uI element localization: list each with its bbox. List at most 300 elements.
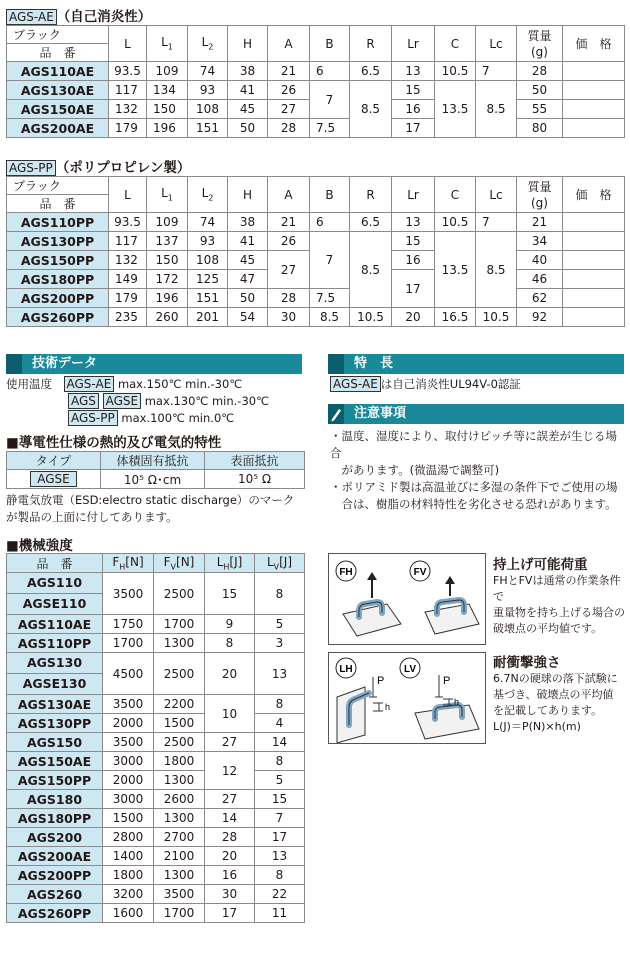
cell: 2100 — [154, 847, 205, 866]
merged-cell: 13.5 — [435, 81, 476, 138]
ae-tag: AGS-AE — [6, 9, 57, 25]
price-cell — [563, 62, 625, 81]
ae-col-Lc: Lc — [476, 26, 517, 62]
cell: 50 — [228, 289, 268, 308]
p-label-h: P — [377, 675, 385, 687]
cell: 1300 — [154, 771, 205, 790]
cell: 55 — [517, 100, 563, 119]
cell: 28 — [517, 62, 563, 81]
strength-row-name: AGS110AE — [7, 615, 103, 634]
strength-row-name: AGS150PP — [7, 771, 103, 790]
merged-cell: 13.5 — [435, 232, 476, 308]
cell: 2500 — [154, 733, 205, 752]
impact-line: 6.7Nの硬球の落下試験に — [493, 672, 618, 685]
cell: 15 — [255, 790, 305, 809]
strength-name: AGSE110 — [7, 593, 102, 614]
table-row — [7, 847, 305, 866]
table-row — [7, 752, 305, 771]
cell: 201 — [188, 308, 228, 327]
cell: 30 — [268, 308, 310, 327]
impact-line: を記載してあります。 — [493, 704, 603, 717]
cell: 150 — [147, 251, 188, 270]
cell: 5 — [255, 615, 305, 634]
table-row — [7, 904, 305, 923]
merged-cell: 8.5 — [476, 232, 517, 308]
cell: 50 — [228, 119, 268, 138]
price-cell — [563, 251, 625, 270]
table-row — [7, 885, 305, 904]
cell: 125 — [188, 270, 228, 289]
cell: 117 — [109, 81, 147, 100]
cell: 10.5 — [476, 308, 517, 327]
cell: 1800 — [103, 866, 154, 885]
temp-label: 使用温度 — [6, 377, 52, 391]
cell: 179 — [109, 119, 147, 138]
cell: 4500 — [103, 653, 154, 695]
temp-ags: max.130℃ min.-30℃ — [144, 394, 270, 408]
pp-col-A: A — [268, 177, 310, 213]
tech-data-bar — [6, 354, 302, 374]
cell: 1400 — [103, 847, 154, 866]
lv-label: LV — [403, 664, 417, 675]
strength-row-name — [7, 653, 103, 695]
table-row — [7, 790, 305, 809]
cell: 151 — [188, 289, 228, 308]
price-cell — [563, 232, 625, 251]
cell: 6 — [310, 62, 350, 81]
cell: 6.5 — [350, 213, 392, 232]
strength-row-name: AGS260 — [7, 885, 103, 904]
merged-cell: 27 — [268, 251, 310, 289]
ae-heading — [6, 5, 151, 25]
cell: 108 — [188, 100, 228, 119]
cell: 26 — [268, 232, 310, 251]
cell: 1300 — [154, 809, 205, 828]
impact-text — [493, 651, 627, 735]
cell: 2600 — [154, 790, 205, 809]
cell: 27 — [205, 733, 255, 752]
cell: 22 — [255, 885, 305, 904]
ae-col-L: L — [109, 26, 147, 62]
cell: 1300 — [154, 634, 205, 653]
strength-name: AGS110 — [26, 575, 83, 590]
cell: 21 — [517, 213, 563, 232]
temp-tag-ae: AGS-AE — [64, 376, 115, 392]
cell: 132 — [109, 251, 147, 270]
lift-line: FHとFVは通常の作業条件で — [493, 574, 621, 603]
cell: 13 — [255, 653, 305, 695]
ae-col-L2: $L_2$ — [188, 26, 228, 62]
cell: 93.5 — [109, 213, 147, 232]
caution-bar — [328, 404, 624, 424]
strength-row-name: AGS110PP — [7, 634, 103, 653]
cell: 27 — [268, 100, 310, 119]
bar-square-icon — [6, 354, 22, 374]
cell: 8 — [255, 866, 305, 885]
table-row — [7, 634, 305, 653]
ae-row-name: AGS150AE — [7, 100, 109, 119]
cell: 2200 — [154, 695, 205, 714]
cell: 196 — [147, 119, 188, 138]
cell: 1600 — [103, 904, 154, 923]
price-cell — [563, 270, 625, 289]
cell: 1700 — [103, 634, 154, 653]
table-row — [7, 308, 625, 327]
cell: 74 — [188, 213, 228, 232]
conductive-note-line: が製品の上面に付してあります。 — [6, 510, 178, 524]
caution-title: 注意事項 — [354, 406, 407, 421]
ae-col-price: 価 格 — [563, 26, 625, 62]
pp-header-hinban: 品 番 — [7, 195, 109, 213]
table-row — [7, 81, 625, 100]
pp-heading — [6, 156, 190, 176]
table-row — [7, 213, 625, 232]
cell: 2500 — [154, 573, 205, 615]
caution-item: があります。(微温湯で調整可) — [330, 463, 500, 477]
ae-col-mass — [517, 26, 563, 62]
conductive-note-line: 静電気放電（ESD:electro static discharge）のマーク — [6, 493, 295, 507]
price-cell — [563, 81, 625, 100]
cell: 109 — [147, 62, 188, 81]
cell: 26 — [268, 81, 310, 100]
cell: 6 — [310, 213, 350, 232]
pencil-icon — [328, 404, 344, 424]
cell: 7 — [476, 62, 517, 81]
table-row — [7, 119, 625, 138]
temp-ae: max.150℃ min.-30℃ — [117, 377, 243, 391]
pp-col-R: R — [350, 177, 392, 213]
ae-header-black: ブラック — [7, 26, 109, 44]
cell: 14 — [255, 733, 305, 752]
cell: 15 — [205, 573, 255, 615]
cell: 80 — [517, 119, 563, 138]
table-row — [7, 232, 625, 251]
cell: 4 — [255, 714, 305, 733]
features-title: 特 長 — [354, 356, 394, 371]
table-row — [7, 714, 305, 733]
cell: 34 — [517, 232, 563, 251]
merged-cell: 17 — [392, 270, 435, 308]
cell: 92 — [517, 308, 563, 327]
cell: 15 — [392, 81, 435, 100]
cell: 8 — [255, 573, 305, 615]
cell: 16 — [392, 251, 435, 270]
cell: 17 — [392, 119, 435, 138]
pp-row-name: AGS180PP — [7, 270, 109, 289]
cell: 46 — [517, 270, 563, 289]
cell: 16 — [205, 866, 255, 885]
strength-row-name: AGS260PP — [7, 904, 103, 923]
ae-col-C: C — [435, 26, 476, 62]
strength-row-name: AGS130PP — [7, 714, 103, 733]
lift-line: 重量物を持ち上げる場合の — [493, 606, 625, 619]
cell: 1750 — [103, 615, 154, 634]
temp-tag-ags: AGS — [68, 393, 99, 409]
cell: 38 — [228, 62, 268, 81]
cell: 1700 — [154, 904, 205, 923]
cell: 11 — [255, 904, 305, 923]
merged-cell: 10 — [205, 695, 255, 733]
pp-col-H: H — [228, 177, 268, 213]
pp-tag: AGS-PP — [6, 160, 56, 176]
cell: 3 — [255, 634, 305, 653]
strength-name: AGSE130 — [7, 673, 102, 694]
conductive-note — [6, 492, 294, 526]
cell: 8 — [255, 695, 305, 714]
conductive-type: AGSE — [30, 471, 77, 487]
cell: 1500 — [103, 809, 154, 828]
ae-mass-unit: (g) — [531, 44, 548, 59]
table-row — [7, 695, 305, 714]
table-row — [7, 828, 305, 847]
features-text — [330, 376, 521, 393]
cell: 41 — [228, 81, 268, 100]
fv-label: FV — [413, 567, 427, 578]
price-cell — [563, 213, 625, 232]
cell: 1500 — [154, 714, 205, 733]
cell: 50 — [517, 81, 563, 100]
ae-header-hinban: 品 番 — [7, 44, 109, 62]
cell: 7.5 — [310, 119, 350, 138]
pp-spec-table — [6, 176, 625, 327]
cell: 62 — [517, 289, 563, 308]
conductive-h-type: タイプ — [7, 452, 101, 470]
cell: 134 — [147, 81, 188, 100]
table-row — [7, 615, 305, 634]
cell: 45 — [228, 100, 268, 119]
cell: 15 — [392, 232, 435, 251]
cell: 93.5 — [109, 62, 147, 81]
ae-row-name: AGS130AE — [7, 81, 109, 100]
cell: 150 — [147, 100, 188, 119]
features-bar — [328, 354, 624, 374]
conductive-table — [6, 451, 305, 489]
cell: 27 — [205, 790, 255, 809]
cell: 10.5 — [435, 62, 476, 81]
cell: 5 — [255, 771, 305, 790]
strength-row-name: AGS200PP — [7, 866, 103, 885]
cell: 3500 — [103, 695, 154, 714]
cell: 6.5 — [350, 62, 392, 81]
impact-diagram — [328, 652, 486, 744]
cell: 2700 — [154, 828, 205, 847]
fh-label: FH — [339, 567, 353, 578]
cell: 151 — [188, 119, 228, 138]
pp-col-L1: $L_1$ — [147, 177, 188, 213]
p-label-v: P — [443, 675, 451, 687]
cell: 137 — [147, 232, 188, 251]
impact-line: 基づき、破壊点の平均値 — [493, 688, 614, 701]
table-row — [7, 653, 305, 695]
strength-name: AGS130 — [26, 655, 83, 670]
cell: 3000 — [103, 790, 154, 809]
features-tag: AGS-AE — [330, 376, 381, 392]
strength-row-name: AGS200AE — [7, 847, 103, 866]
cell: 3500 — [103, 733, 154, 752]
ae-title: （自己消炎性） — [56, 9, 152, 25]
cell: 8 — [255, 752, 305, 771]
strength-h-lh: $L_H[J]$ — [205, 554, 255, 573]
conductive-title: ■導電性仕様の熱的及び電気的特性 — [6, 435, 222, 451]
cell: 54 — [228, 308, 268, 327]
strength-row-name: AGS130AE — [7, 695, 103, 714]
h-label-v: h — [454, 697, 460, 707]
cell: 1300 — [154, 866, 205, 885]
ae-col-L1: $L_1$ — [147, 26, 188, 62]
ae-col-A: A — [268, 26, 310, 62]
pp-row-name: AGS260PP — [7, 308, 109, 327]
features-desc: は自己消炎性UL94V-0認証 — [380, 377, 521, 391]
ae-row-name: AGS110AE — [7, 62, 109, 81]
cell: 3500 — [103, 573, 154, 615]
price-cell — [563, 119, 625, 138]
strength-title: ■機械強度 — [6, 538, 73, 554]
cell: 149 — [109, 270, 147, 289]
cell: 132 — [109, 100, 147, 119]
cell: 28 — [268, 289, 310, 308]
cell: 1700 — [154, 615, 205, 634]
merged-cell: 8.5 — [350, 232, 392, 308]
cell: 179 — [109, 289, 147, 308]
cell: 30 — [205, 885, 255, 904]
cell: 13 — [255, 847, 305, 866]
strength-h-lv: $L_V[J]$ — [255, 554, 305, 573]
impact-formula: L(J)＝P(N)×h(m) — [493, 720, 581, 733]
temp-tag-agse: AGSE — [103, 393, 142, 409]
ae-spec-table — [6, 25, 625, 138]
merged-cell: 7 — [310, 81, 350, 119]
caution-list — [330, 428, 626, 513]
pp-mass-unit: (g) — [531, 195, 548, 210]
temp-tag-pp: AGS-PP — [68, 410, 118, 426]
pp-row-name: AGS150PP — [7, 251, 109, 270]
strength-row-name: AGS180 — [7, 790, 103, 809]
tech-data-title: 技術データ — [32, 356, 98, 371]
table-row — [7, 62, 625, 81]
pp-col-Lr: Lr — [392, 177, 435, 213]
ae-mass-label: 質量 — [527, 28, 552, 43]
cell: 14 — [205, 809, 255, 828]
cell: 28 — [205, 828, 255, 847]
cell: 3500 — [154, 885, 205, 904]
lift-illustration — [329, 554, 485, 644]
cell: 3000 — [103, 752, 154, 771]
cell: 45 — [228, 251, 268, 270]
ae-col-H: H — [228, 26, 268, 62]
pp-col-L2: $L_2$ — [188, 177, 228, 213]
strength-table — [6, 553, 305, 923]
price-cell — [563, 289, 625, 308]
bar-square-icon — [328, 354, 344, 374]
caution-item: ・ポリアミド製は高温並びに多湿の条件下でご使用の場 — [330, 480, 618, 494]
strength-h-name: 品 番 — [7, 554, 103, 573]
cell: 3200 — [103, 885, 154, 904]
cell: 109 — [147, 213, 188, 232]
cell: 10.5 — [350, 308, 392, 327]
pp-col-L: L — [109, 177, 147, 213]
conductive-h-surf: 表面抵抗 — [205, 452, 305, 470]
cell: 2800 — [103, 828, 154, 847]
cell: 9 — [205, 615, 255, 634]
cell: 41 — [228, 232, 268, 251]
table-row — [7, 809, 305, 828]
pp-col-C: C — [435, 177, 476, 213]
table-row — [7, 733, 305, 752]
cell: 108 — [188, 251, 228, 270]
conductive-vol: 10⁵ Ω･cm — [101, 470, 205, 489]
lift-text — [493, 553, 627, 637]
ae-col-Lr: Lr — [392, 26, 435, 62]
impact-title: 耐衝撃強さ — [493, 655, 561, 671]
cell: 17 — [205, 904, 255, 923]
table-row — [7, 771, 305, 790]
cell: 7 — [255, 809, 305, 828]
merged-cell: 12 — [205, 752, 255, 790]
conductive-h-vol: 体積固有抵抗 — [101, 452, 205, 470]
merged-cell: 8.5 — [350, 81, 392, 138]
price-cell — [563, 100, 625, 119]
impact-illustration — [329, 653, 485, 743]
conductive-type-cell — [7, 470, 101, 489]
cell: 93 — [188, 232, 228, 251]
pp-row-name: AGS200PP — [7, 289, 109, 308]
cell: 20 — [205, 847, 255, 866]
tech-data-block — [6, 376, 306, 427]
cell: 13 — [392, 62, 435, 81]
strength-row-name: AGS150AE — [7, 752, 103, 771]
cell: 21 — [268, 62, 310, 81]
cell: 235 — [109, 308, 147, 327]
cell: 2500 — [154, 653, 205, 695]
lift-title: 持上げ可能荷重 — [493, 557, 588, 573]
lh-label: LH — [339, 664, 353, 675]
cell: 21 — [268, 213, 310, 232]
cell: 16.5 — [435, 308, 476, 327]
cell: 172 — [147, 270, 188, 289]
table-row — [7, 866, 305, 885]
cell: 93 — [188, 81, 228, 100]
conductive-surf: 10⁵ Ω — [205, 470, 305, 489]
strength-row-name — [7, 573, 103, 615]
ae-col-B: B — [310, 26, 350, 62]
cell: 8.5 — [310, 308, 350, 327]
price-cell — [563, 308, 625, 327]
table-row — [7, 289, 625, 308]
cell: 16 — [392, 100, 435, 119]
caution-item: 合は、樹脂の材料特性を劣化させる恐れがあります。 — [330, 497, 617, 511]
pp-header-black: ブラック — [7, 177, 109, 195]
pp-col-price: 価 格 — [563, 177, 625, 213]
strength-h-fv: $F_V[N]$ — [154, 554, 205, 573]
cell: 2000 — [103, 714, 154, 733]
cell: 117 — [109, 232, 147, 251]
pp-title: （ポリプロピレン製） — [55, 160, 191, 176]
lift-diagram — [328, 553, 486, 645]
cell: 20 — [205, 653, 255, 695]
cell: 10.5 — [435, 213, 476, 232]
temp-pp: max.100℃ min.0℃ — [121, 411, 235, 425]
cell: 196 — [147, 289, 188, 308]
strength-h-fh: $F_H[N]$ — [103, 554, 154, 573]
pp-col-B: B — [310, 177, 350, 213]
lift-line: 破壊点の平均値です。 — [493, 622, 603, 635]
cell: 2000 — [103, 771, 154, 790]
pp-row-name: AGS110PP — [7, 213, 109, 232]
pp-col-Lc: Lc — [476, 177, 517, 213]
cell: 1800 — [154, 752, 205, 771]
caution-item: ・温度、湿度により、取付けピッチ等に誤差が生じる場合 — [330, 429, 618, 460]
cell: 7 — [476, 213, 517, 232]
